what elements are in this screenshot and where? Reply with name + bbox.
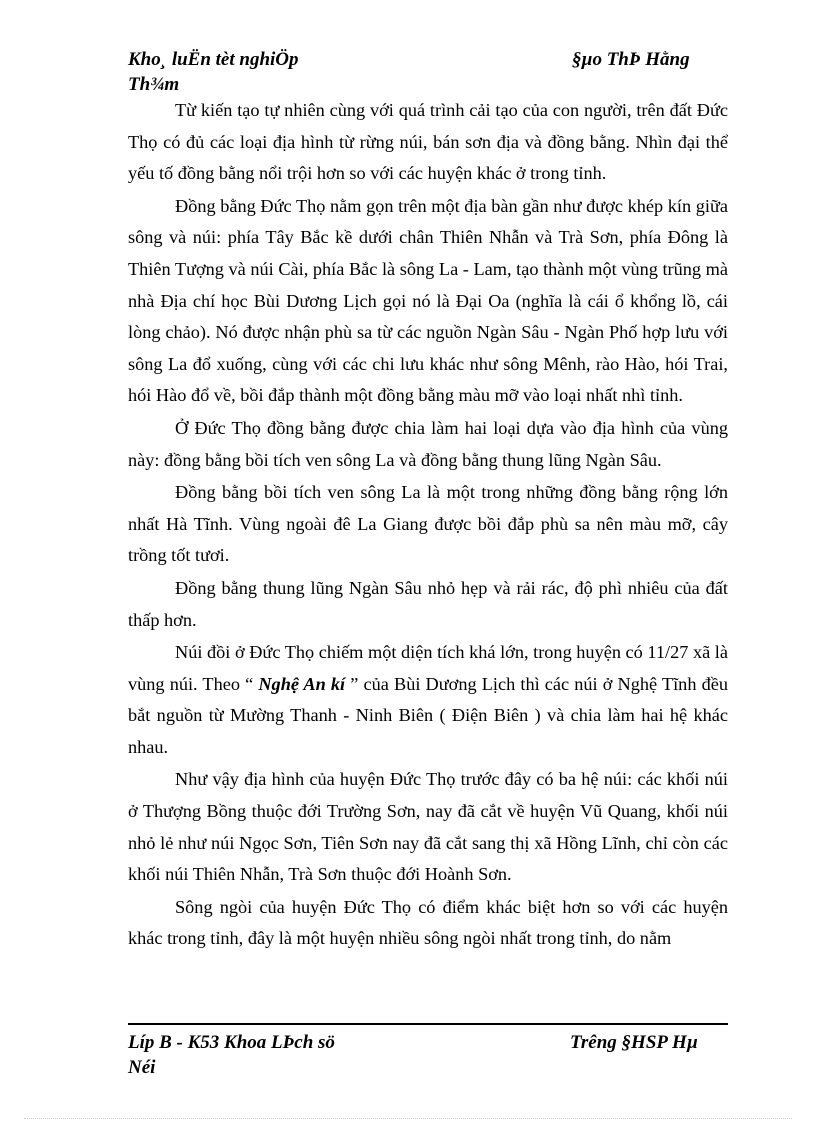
paragraph: Ở Đức Thọ đồng bằng được chia làm hai loại dựa vào địa hình của vùng này: đồng bằng bồi tích ven sông La và đồng bằng thung lũng Ngàn Sâu. [128,417,728,470]
document-body [128,95,728,956]
footer-class-info-cont: Néi [128,1057,156,1078]
paragraph: Đồng bằng thung lũng Ngàn Sâu nhỏ hẹp và rải rác, độ phì nhiêu của đất thấp hơn. [128,577,728,630]
header-thesis-title: Kho¸ luËn tèt nghiÖp [128,49,299,70]
footer-university: Trêng §HSP Hµ [570,1032,698,1053]
page-footer [128,1030,728,1080]
header-left [128,47,388,97]
paragraph: Đồng bằng bồi tích ven sông La là một trong những đồng bằng rộng lớn nhất Hà Tĩnh. Vùng ngoài đê La Giang được bồi đắp phù sa nên màu mỡ, cây trồng tốt tươi. [128,482,728,566]
header-author: §µo ThÞ Hằng [572,49,690,70]
page-header [128,47,728,97]
footer-divider [128,1023,728,1025]
paragraph [128,637,728,763]
footer-left [128,1030,378,1080]
book-title-emphasis: Nghệ An kí [258,673,346,694]
footer-class-info: Líp B - K53 Khoa LÞch sö [128,1032,335,1053]
page-bottom-border [24,1118,792,1119]
paragraph: Từ kiến tạo tự nhiên cùng với quá trình cải tạo của con người, trên đất Đức Thọ có đủ các loại địa hình từ rừng núi, bán sơn địa và đồng bằng. Nhìn đại thể yếu tố đồng bằng nổi trội hơn so với các huyện khác ở trong tỉnh. [128,100,728,184]
header-thesis-title-cont: Th¾m [128,74,180,95]
paragraph-text: ” của Bùi Dương Lịch thì các núi ở Nghệ Tĩnh đều bắt nguồn từ Mường Thanh - Ninh Biên ( Điện Biên ) và chia làm hai hệ khác nhau. [128,673,728,757]
paragraph-text: Núi đồi ở Đức Thọ chiếm một diện tích khá lớn, trong huyện có 11/27 xã là vùng núi. Theo “ [128,642,728,694]
paragraph: Như vậy địa hình của huyện Đức Thọ trước đây có ba hệ núi: các khối núi ở Thượng Bồng thuộc đới Trường Sơn, nay đã cắt về huyện Vũ Quang, khối núi nhỏ lẻ như núi Ngọc Sơn, Tiên Sơn nay đã cắt sang thị xã Hồng Lĩnh, chỉ còn các khối núi Thiên Nhẫn, Trà Sơn thuộc đới Hoành Sơn. [128,769,728,885]
paragraph: Sông ngòi của huyện Đức Thọ có điểm khác biệt hơn so với các huyện khác trong tỉnh, đây là một huyện nhiều sông ngòi nhất trong tỉnh, do nằm [128,896,728,949]
paragraph: Đồng bằng Đức Thọ nằm gọn trên một địa bàn gần như được khép kín giữa sông và núi: phía Tây Bắc kề dưới chân Thiên Nhẫn và Trà Sơn, phía Đông là Thiên Tượng và núi Cài, phía Bắc là sông La - Lam, tạo thành một vùng trũng mà nhà Địa chí học Bùi Dương Lịch gọi nó là Đại Oa (nghĩa là cái ổ khổng lồ, cái lòng chảo). Nó được nhận phù sa từ các nguồn Ngàn Sâu - Ngàn Phố hợp lưu với sông La đổ xuống, cùng với các chi lưu khác như sông Mênh, rào Hào, hói Trai, hói Hào đổ về, bồi đắp thành một đồng bằng màu mỡ vào loại nhất nhì tỉnh. [128,195,728,406]
